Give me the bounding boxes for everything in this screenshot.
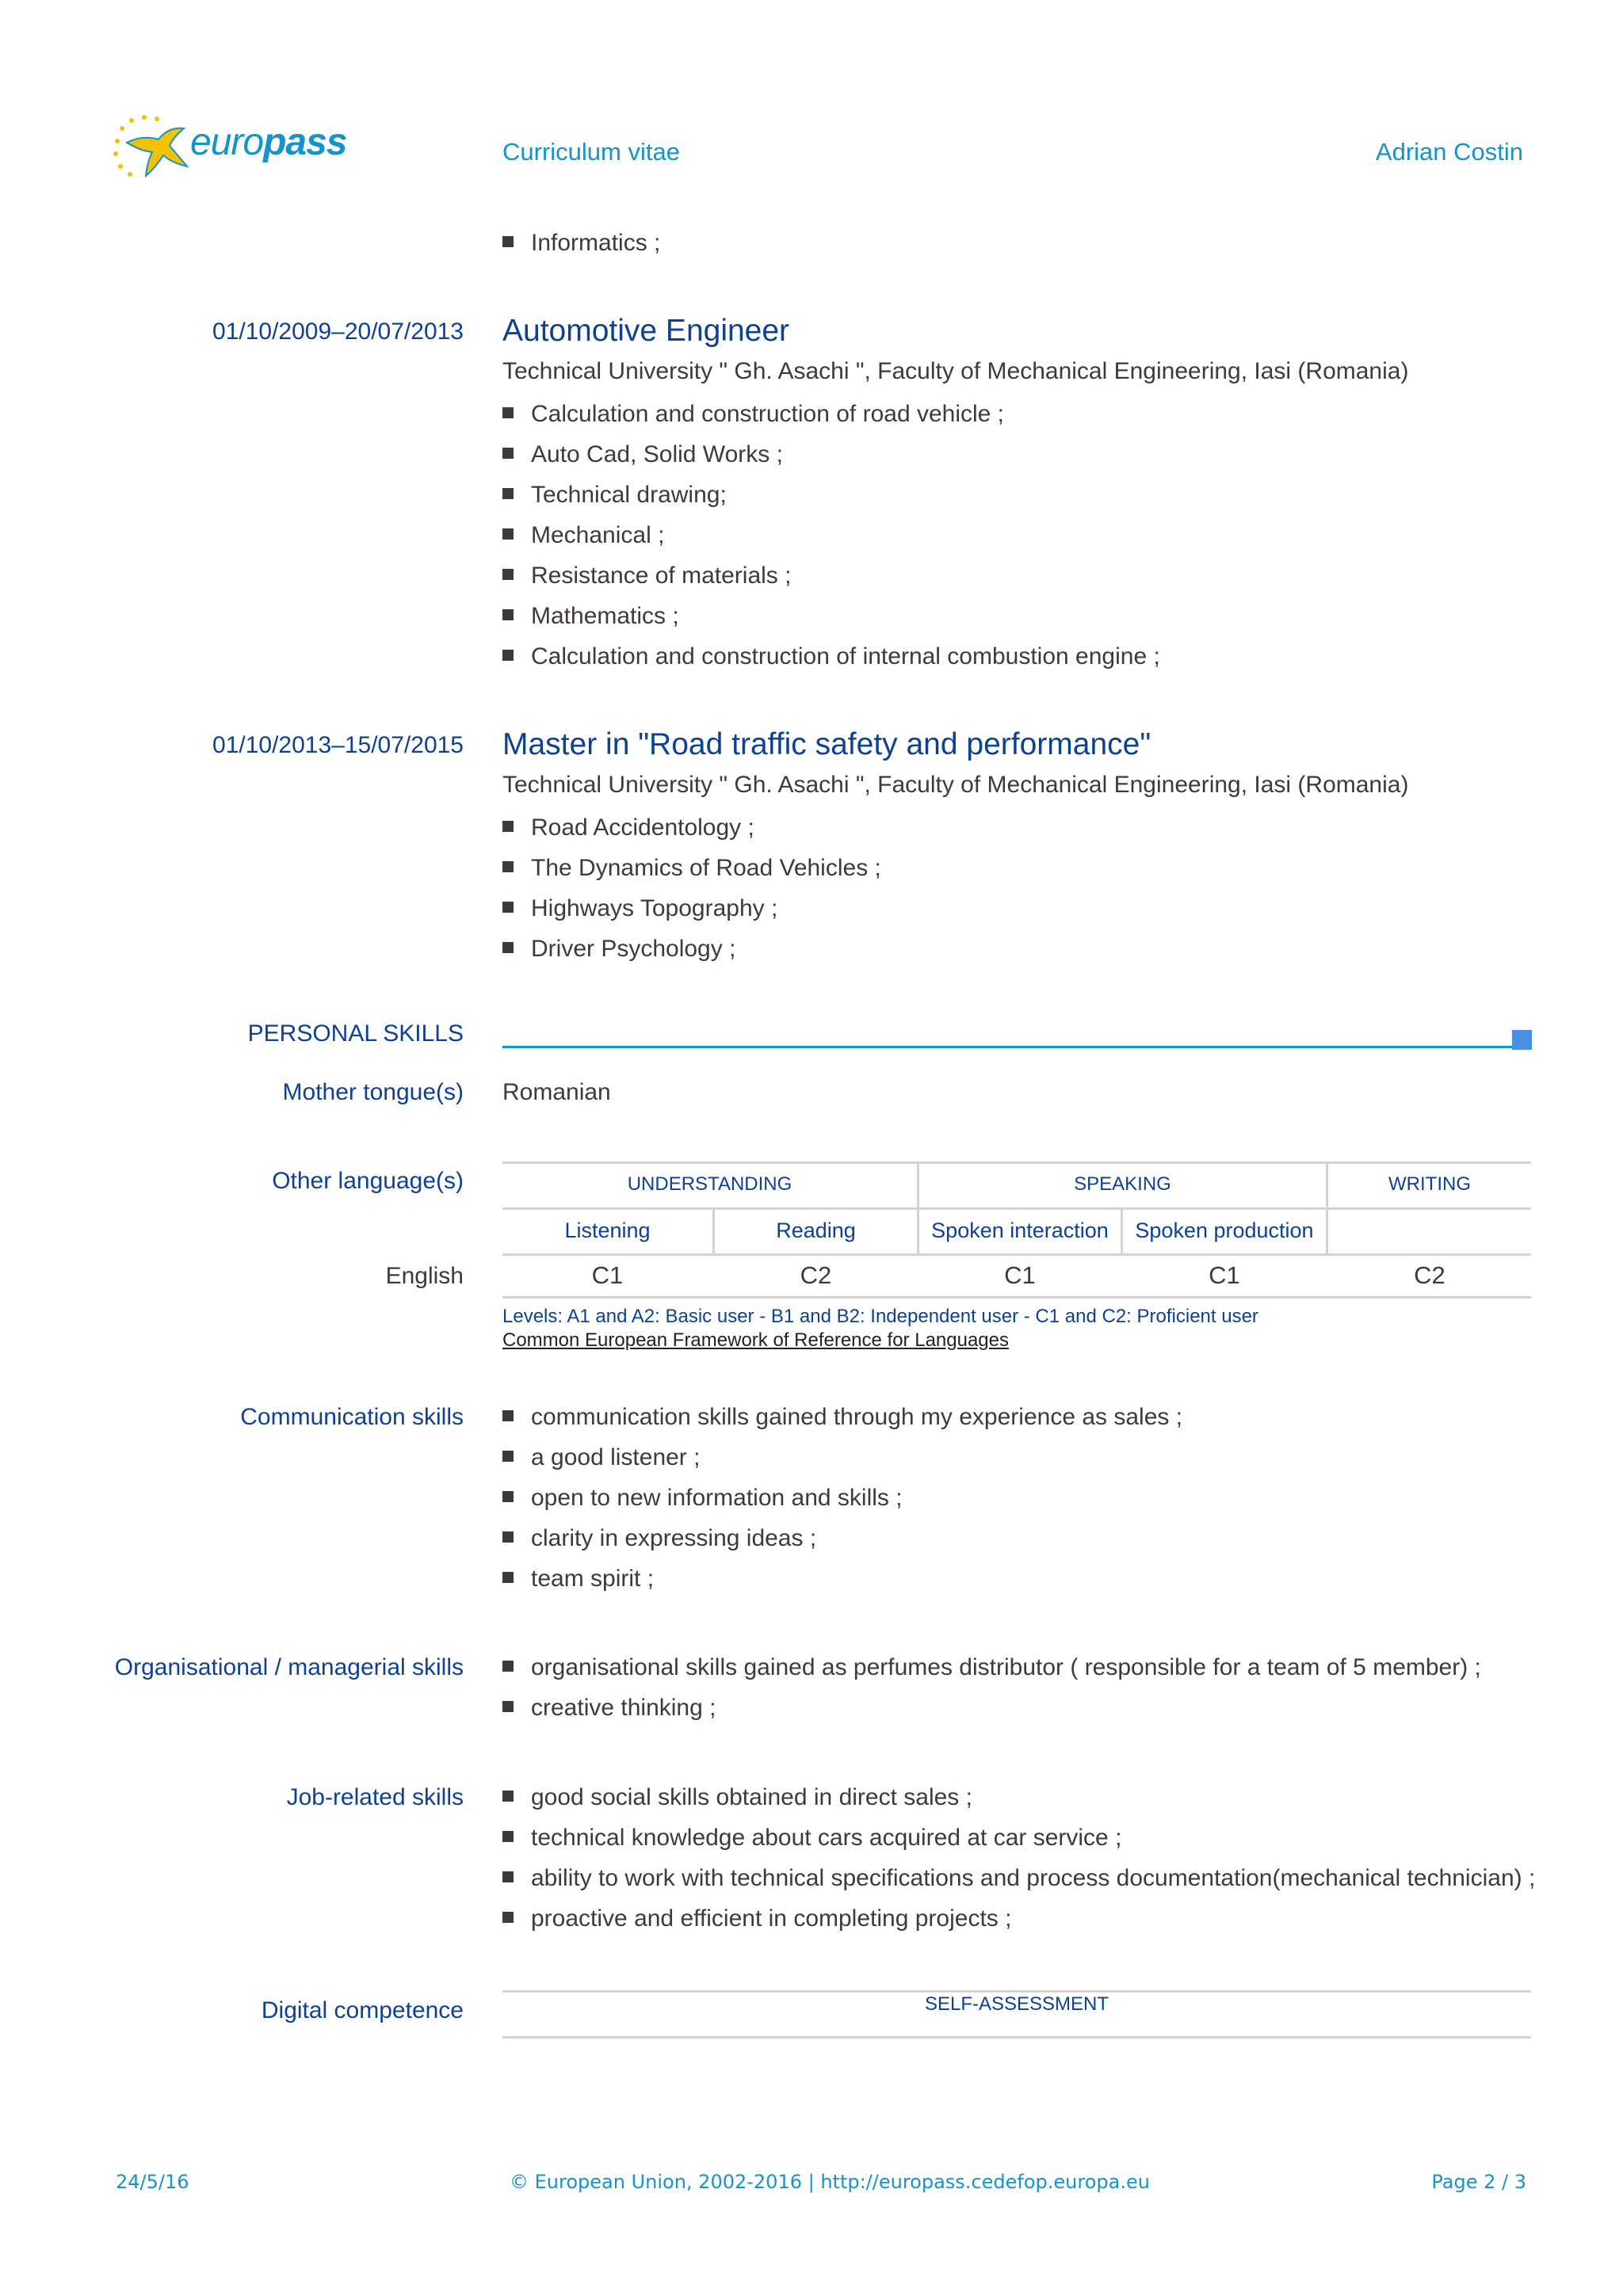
europass-star-figure-icon [111, 111, 198, 182]
list-item: open to new information and skills ; [502, 1485, 903, 1512]
list-item: The Dynamics of Road Vehicles ; [502, 855, 881, 882]
job-related-skills-label: Job-related skills [286, 1784, 464, 1810]
person-name: Adrian Costin [1375, 138, 1523, 166]
language-name: English [385, 1263, 464, 1289]
list-item: ability to work with technical specifications and process documentation(mechanical technician) ; [502, 1865, 1535, 1892]
list-item: good social skills obtained in direct sales ; [502, 1784, 972, 1811]
list-item: Driver Psychology ; [502, 936, 735, 963]
list-item: Road Accidentology ; [502, 814, 754, 841]
list-item: Informatics ; [502, 230, 660, 257]
cefr-link[interactable]: Common European Framework of Reference for Languages [502, 1329, 1009, 1351]
list-item: a good listener ; [502, 1444, 700, 1471]
table-header-spoken-production: Spoken production [1135, 1219, 1314, 1242]
list-item: clarity in expressing ideas ; [502, 1525, 816, 1552]
level-writing: C2 [1414, 1261, 1445, 1289]
self-assessment-header: SELF-ASSESSMENT [924, 1993, 1109, 2015]
europass-wordmark: europass [190, 121, 347, 163]
list-item: proactive and efficient in completing projects ; [502, 1905, 1011, 1932]
section-title-personal-skills: PERSONAL SKILLS [247, 1020, 464, 1047]
footer-date: 24/5/16 [116, 2171, 189, 2193]
digital-table-top-line [502, 1990, 1531, 1993]
communication-skills-label: Communication skills [240, 1404, 464, 1430]
table-header-speaking: SPEAKING [1074, 1173, 1171, 1195]
list-item: creative thinking ; [502, 1695, 716, 1722]
footer-page-number: Page 2 / 3 [1431, 2171, 1526, 2193]
doc-title: Curriculum vitae [502, 138, 680, 166]
education-title: Master in "Road traffic safety and performance" [502, 727, 1151, 761]
mother-tongue-label: Mother tongue(s) [282, 1079, 464, 1105]
table-header-writing: WRITING [1388, 1173, 1471, 1195]
level-spoken-interaction: C1 [1004, 1261, 1036, 1289]
organisational-skills-label: Organisational / managerial skills [114, 1654, 464, 1680]
table-header-listening: Listening [564, 1219, 651, 1242]
level-listening: C1 [591, 1261, 624, 1289]
other-languages-label: Other language(s) [272, 1168, 464, 1194]
list-item: Resistance of materials ; [502, 563, 791, 589]
levels-note: Levels: A1 and A2: Basic user - B1 and B2: Independent user - C1 and C2: Proficient user [502, 1306, 1258, 1327]
table-header-reading: Reading [776, 1219, 856, 1242]
list-item: communication skills gained through my experience as sales ; [502, 1404, 1182, 1431]
level-reading: C2 [800, 1261, 832, 1289]
education-dates: 01/10/2009–20/07/2013 [212, 318, 464, 345]
table-header-understanding: UNDERSTANDING [627, 1173, 792, 1195]
education-institution: Technical University " Gh. Asachi ", Faculty of Mechanical Engineering, Iasi (Romania) [502, 772, 1409, 798]
education-dates: 01/10/2013–15/07/2015 [212, 732, 464, 758]
section-marker-square [1512, 1030, 1532, 1050]
education-title: Automotive Engineer [502, 314, 790, 348]
list-item: Calculation and construction of road vehicle ; [502, 401, 1004, 428]
europass-logo [111, 111, 347, 182]
mother-tongue-value: Romanian [502, 1079, 611, 1105]
digital-table-bottom-line [502, 2036, 1531, 2039]
list-item: Mathematics ; [502, 603, 679, 630]
list-item: Auto Cad, Solid Works ; [502, 441, 783, 468]
section-divider [502, 1046, 1514, 1048]
list-item: team spirit ; [502, 1566, 654, 1592]
list-item: Mechanical ; [502, 522, 664, 549]
list-item: Calculation and construction of internal combustion engine ; [502, 643, 1160, 670]
list-item: Highways Topography ; [502, 895, 777, 922]
education-institution: Technical University " Gh. Asachi ", Faculty of Mechanical Engineering, Iasi (Romania) [502, 358, 1409, 384]
list-item: Technical drawing; [502, 482, 727, 509]
level-spoken-production: C1 [1209, 1261, 1240, 1289]
table-header-spoken-interaction: Spoken interaction [931, 1219, 1109, 1242]
list-item: technical knowledge about cars acquired at car service ; [502, 1825, 1121, 1852]
list-item: organisational skills gained as perfumes distributor ( responsible for a team of 5 member) ; [502, 1654, 1481, 1681]
footer-copyright[interactable]: © European Union, 2002-2016 | http://europass.cedefop.europa.eu [510, 2171, 1150, 2193]
digital-competence-label: Digital competence [261, 1997, 464, 2023]
